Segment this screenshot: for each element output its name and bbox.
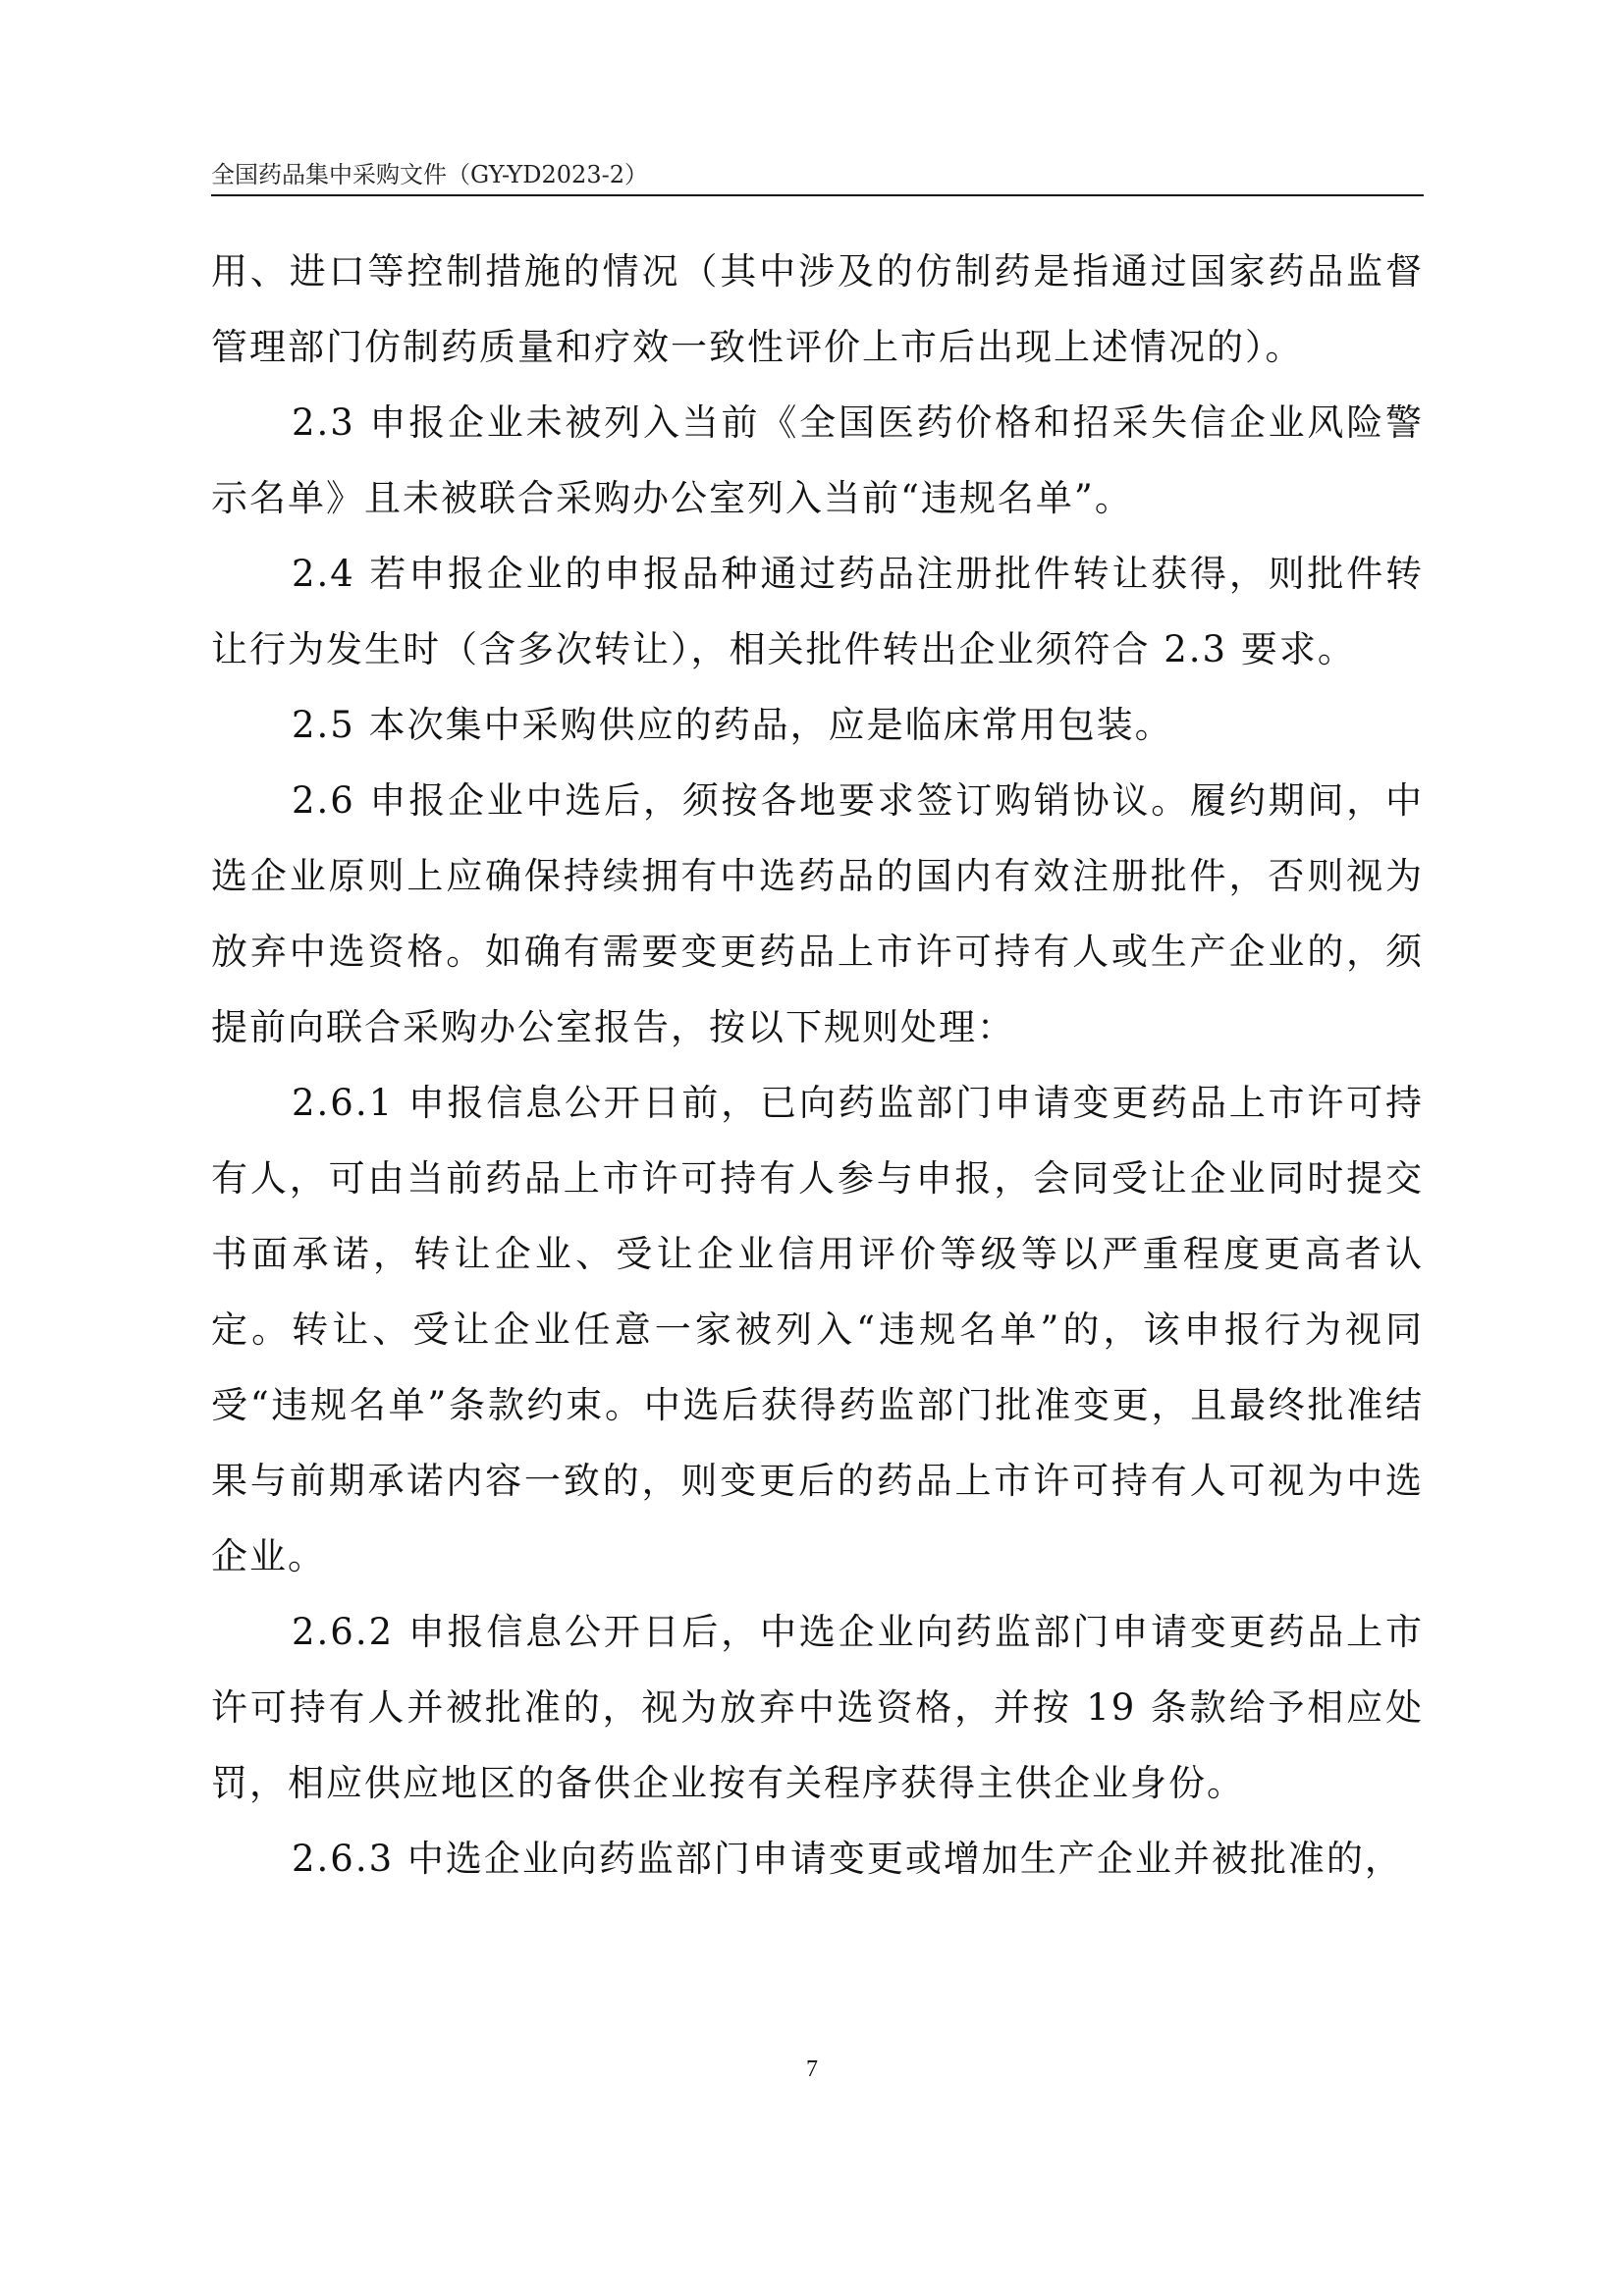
document-body: [211, 234, 1424, 1896]
paragraph: 2.6.3 中选企业向药监部门申请变更或增加生产企业并被批准的，: [292, 1838, 1403, 1880]
header-divider: [211, 194, 1424, 196]
paragraph: 2.6.2 申报信息公开日后，中选企业向药监部门申请变更药品上市许可持有人并被批准的，视为放弃中选资格，并按 19 条款给予相应处罚，相应供应地区的备供企业按有关程序获得主供企业身份。: [211, 1611, 1424, 1804]
paragraph: 2.6 申报企业中选后，须按各地要求签订购销协议。履约期间，中选企业原则上应确保持续拥有中选药品的国内有效注册批件，否则视为放弃中选资格。如确有需要变更药品上市许可持有人或生产企业的，须提前向联合采购办公室报告，按以下规则处理：: [211, 779, 1424, 1048]
paragraph: 2.6.1 申报信息公开日前，已向药监部门申请变更药品上市许可持有人，可由当前药品上市许可持有人参与申报，会同受让企业同时提交书面承诺，转让企业、受让企业信用评价等级等以严重程度更高者认定。转让、受让企业任意一家被列入“违规名单”的，该申报行为视同受“违规名单”条款约束。中选后获得药监部门批准变更，且最终批准结果与前期承诺内容一致的，则变更后的药品上市许可持有人可视为中选企业。: [211, 1082, 1424, 1577]
running-header: 全国药品集中采购文件（GY-YD2023-2）: [211, 161, 648, 188]
paragraph: 2.5 本次集中采购供应的药品，应是临床常用包装。: [292, 704, 1173, 746]
paragraph: 用、进口等控制措施的情况（其中涉及的仿制药是指通过国家药品监督管理部门仿制药质量和疗效一致性评价上市后出现上述情况的）。: [211, 250, 1424, 368]
page-number: 7: [806, 2056, 818, 2082]
paragraph: 2.4 若申报企业的申报品种通过药品注册批件转让获得，则批件转让行为发生时（含多次转让），相关批件转出企业须符合 2.3 要求。: [211, 553, 1424, 670]
paragraph: 2.3 申报企业未被列入当前《全国医药价格和招采失信企业风险警示名单》且未被联合采购办公室列入当前“违规名单”。: [211, 401, 1424, 519]
